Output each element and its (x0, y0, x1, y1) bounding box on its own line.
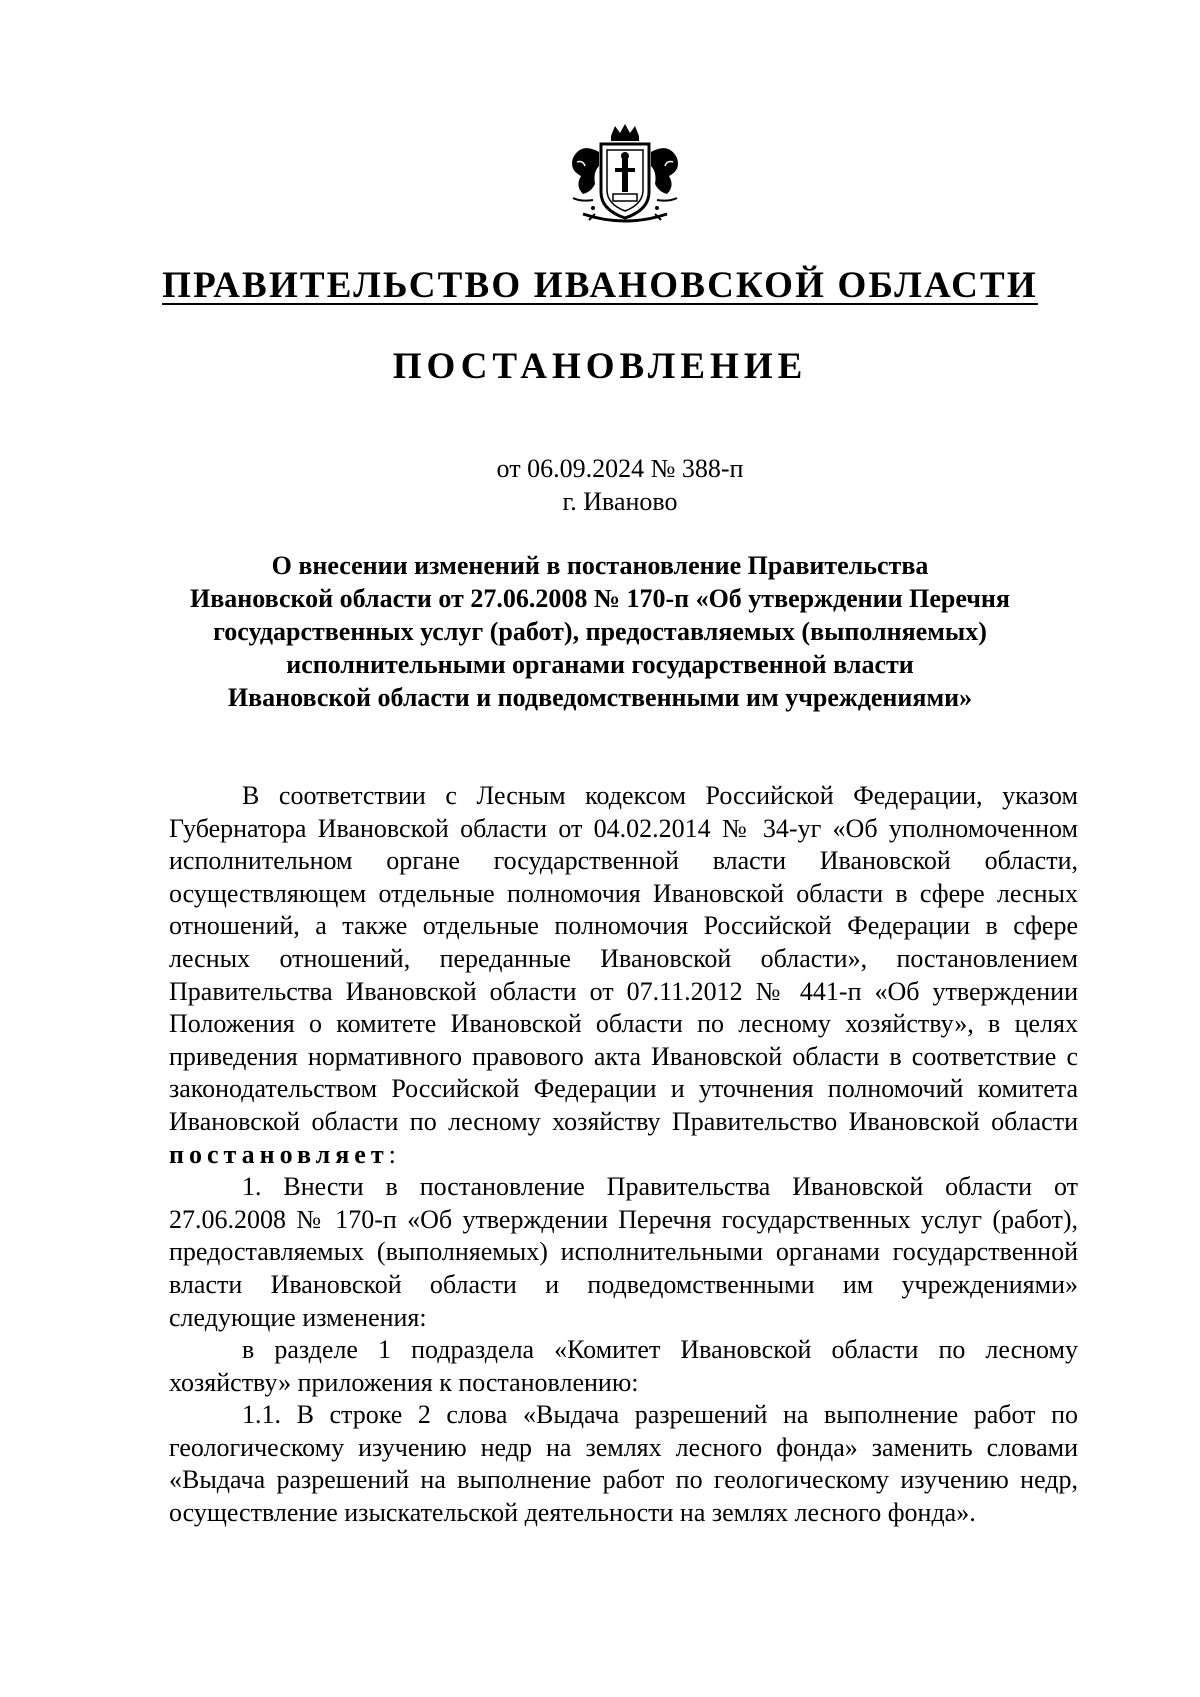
subject-line: Ивановской области и подведомственными им учреждениями» (227, 683, 973, 712)
subject-line: Ивановской области от 27.06.2008 № 170-п «Об утверждении Перечня (190, 584, 1010, 613)
coat-of-arms-icon (563, 122, 687, 228)
subject-line: государственных услуг (работ), предоставляемых (выполняемых) (213, 617, 987, 646)
subject-line: исполнительными органами государственной власти (286, 650, 914, 679)
section-paragraph: в разделе 1 подраздела «Комитет Ивановской области по лесному хозяйству» приложения к постановлению: (169, 1335, 1078, 1397)
item-1-1-paragraph: 1.1. В строке 2 слова «Выдача разрешений на выполнение работ по геологическому изучению недр на землях лесного фонда» заменить словами «Выдача разрешений на выполнение работ по геологическому изучению недр, осуществление изыскательской деятельности на землях лесного фонда». (169, 1400, 1078, 1528)
document-body (169, 780, 1078, 1530)
document-meta (0, 452, 1200, 518)
city: г. Иваново (562, 487, 678, 516)
resolves-colon: : (388, 1139, 396, 1169)
date-number: от 06.09.2024 № 388-п (496, 454, 744, 483)
document-type: ПОСТАНОВЛЕНИЕ (392, 346, 808, 387)
intro-paragraph (169, 780, 1078, 1171)
government-title (0, 262, 1200, 310)
intro-text: В соответствии с Лесным кодексом Российской Федерации, указом Губернатора Ивановской области от 04.02.2014 № 34-уг «Об уполномоченном исполнительном органе государственной власти Ивановской области, осуществляющем отдельные полномочия Ивановской области в сфере лесных отношений, а также отдельные полномочия Российской Федерации в сфере лесных отношений, переданные Ивановской области», постановлением Правительства Ивановской области от 07.11.2012 № 441-п «Об утверждении Положения о комитете Ивановской области по лесному хозяйству», в целях приведения нормативного правового акта Ивановской области в соответствие с законодательством Российской Федерации и уточнения полномочий комитета Ивановской области по лесному хозяйству Правительство Ивановской области (169, 781, 1078, 1136)
document-subject (160, 549, 1040, 714)
government-title-text: ПРАВИТЕЛЬСТВО ИВАНОВСКОЙ ОБЛАСТИ (162, 265, 1038, 306)
subject-line: О внесении изменений в постановление Правительства (271, 551, 929, 580)
resolves-word: постановляет (169, 1139, 389, 1169)
item-1-paragraph: 1. Внести в постановление Правительства Ивановской области от 27.06.2008 № 170-п «Об утверждении Перечня государственных услуг (работ), предоставляемых (выполняемых) исполнительными органами государственной власти Ивановской области и подведомственными им учреждениями» следующие изменения: (169, 1172, 1078, 1332)
